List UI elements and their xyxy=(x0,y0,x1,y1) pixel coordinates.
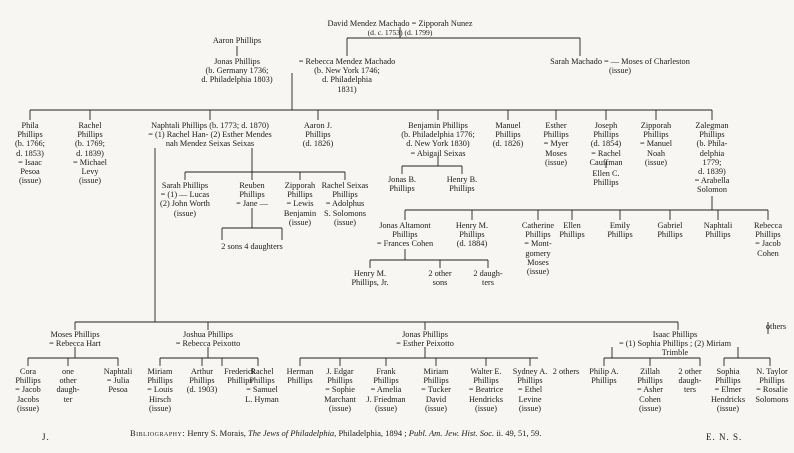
node-rebecca: = Rebecca Mendez Machado (b. New York 1746; d. Philadelphia 1831) xyxy=(298,57,396,94)
node-miriam-j: Miriam Phillips = Louis Hirsch (issue) xyxy=(147,367,173,413)
node-emily: Emily Phillips xyxy=(607,221,633,240)
node-zalegman: Zalegman Phillips (b. Phila- delphia 1779; d. 1839) = Arabella Solomon xyxy=(694,121,730,195)
node-rachel-j: Rachel Phillips = Samuel L. Hyman xyxy=(245,367,279,404)
node-esther: Esther Phillips = Myer Moses (issue) xyxy=(543,121,569,167)
node-zipporah: Zipporah Phillips = Manuel Noah (issue) xyxy=(639,121,673,167)
bib-title: The Jews of Philadelphia, xyxy=(248,428,337,438)
node-joshua-p: Joshua Phillips = Rebecca Peixotto xyxy=(175,330,241,349)
node-jonas: Jonas Phillips (b. Germany 1736; d. Philadelphia 1803) xyxy=(201,57,273,85)
node-jonas-p: Jonas Phillips = Esther Peixotto xyxy=(396,330,454,349)
node-gabriel: Gabriel Phillips xyxy=(657,221,683,240)
node-phila: Phila Phillips (b. 1766; d. 1853) = Isaac Pesoa (issue) xyxy=(15,121,45,186)
signature-left: J. xyxy=(42,432,50,442)
node-two-daus: 2 daugh- ters xyxy=(473,269,503,288)
node-aaron: Aaron Phillips xyxy=(212,36,262,45)
node-catherine: Catherine Phillips = Mont- gomery Moses (issue) xyxy=(521,221,555,277)
node-ellen-c: Ellen C. Phillips xyxy=(592,169,620,188)
node-machado-dates: (d. c. 1753) (d. 1799) xyxy=(367,28,433,37)
node-henry-jr: Henry M. Phillips, Jr. xyxy=(351,269,389,288)
node-naphtali: Naphtali Phillips (b. 1773; d. 1870) = (1) Rachel Han- (2) Esther Mendes nah Mendez Seixas Seixas xyxy=(148,121,272,149)
node-henry-m: Henry M. Phillips (d. 1884) xyxy=(455,221,489,249)
bib-label: Bibliography: xyxy=(130,428,186,438)
node-henry-b: Henry B. Phillips xyxy=(446,175,478,194)
node-ellen: Ellen Phillips xyxy=(559,221,585,240)
node-machado: David Mendez Machado = Zipporah Nunez xyxy=(327,19,473,28)
node-naphtali-m: Naphtali = Julia Pesoa xyxy=(103,367,133,395)
node-joseph: Joseph Phillips (d. 1854) = Rachel Cauffman xyxy=(589,121,623,167)
node-philip: Philip A. Phillips xyxy=(589,367,619,386)
node-two-other-daus: 2 other daugh- ters xyxy=(678,367,702,395)
node-benjamin: Benjamin Phillips (b. Philadelphia 1776; d. New York 1830) = Abigail Seixas xyxy=(401,121,475,158)
node-zipporah-b: Zipporah Phillips = Lewis Benjamin (issue) xyxy=(283,181,317,227)
node-walter: Walter E. Phillips = Beatrice Hendricks (issue) xyxy=(468,367,504,413)
node-frank: Frank Phillips = Amelia J. Friedman (issue) xyxy=(366,367,406,413)
node-cora: Cora Phillips = Jacob Jacobs (issue) xyxy=(15,367,41,413)
node-jonas-b: Jonas B. Phillips xyxy=(387,175,417,194)
node-zillah: Zillah Phillips = Asher Cohen (issue) xyxy=(636,367,664,413)
node-two-others: 2 others xyxy=(552,367,580,376)
bibliography xyxy=(130,428,541,438)
node-others: others xyxy=(765,322,787,331)
node-rebecca-z: Rebecca Phillips = Jacob Cohen xyxy=(753,221,783,258)
node-sophia: Sophia Phillips = Elmer Hendricks (issue) xyxy=(710,367,746,413)
node-sarah-lucas: Sarah Phillips = (1) — Lucas (2) John Worth (issue) xyxy=(160,181,210,218)
node-reuben-kids: 2 sons 4 daughters xyxy=(221,242,283,251)
bib-journal: Publ. Am. Jew. Hist. Soc. xyxy=(408,428,495,438)
node-frederick-j: Frederick Phillips xyxy=(224,367,256,386)
signature-right: E. N. S. xyxy=(706,432,743,442)
node-miriam-t: Miriam Phillips = Tucker David (issue) xyxy=(421,367,451,413)
node-isaac-p: Isaac Phillips = (1) Sophia Phillips ; (2) Miriam Trimble xyxy=(618,330,732,358)
node-reuben: Reuben Phillips = Jane — xyxy=(236,181,268,209)
node-sarah-machado: Sarah Machado = — Moses of Charleston (issue) xyxy=(550,57,690,76)
bib-place: Philadelphia, 1894 ; xyxy=(338,428,407,438)
node-aaron-j: Aaron J. Phillips (d. 1826) xyxy=(302,121,334,149)
node-one-other: one other daugh- ter xyxy=(56,367,80,404)
bib-pages: ii. 49, 51, 59. xyxy=(496,428,542,438)
node-sydney: Sydney A. Phillips = Ethel Levine (issue) xyxy=(512,367,548,413)
bib-author: Henry S. Morais, xyxy=(187,428,246,438)
node-jonas-altamont: Jonas Altamont Phillips = Frances Cohen xyxy=(376,221,434,249)
node-edgar: J. Edgar Phillips = Sophie Marchant (issue) xyxy=(324,367,356,413)
node-rachel-1769: Rachel Phillips (b. 1769; d. 1839) = Michael Levy (issue) xyxy=(73,121,107,186)
node-two-sons: 2 other sons xyxy=(428,269,452,288)
node-taylor: N. Taylor Phillips = Rosalie Solomons xyxy=(755,367,789,404)
node-arthur: Arthur Phillips (d. 1903) xyxy=(186,367,218,395)
node-manuel: Manuel Phillips (d. 1826) xyxy=(492,121,524,149)
node-moses-p: Moses Phillips = Rebecca Hart xyxy=(49,330,101,349)
node-rachel-seixas: Rachel Seixas Phillips = Adolphus S. Solomons (issue) xyxy=(321,181,369,227)
node-naphtali-z: Naphtali Phillips xyxy=(703,221,733,240)
node-herman: Herman Phillips xyxy=(286,367,314,386)
